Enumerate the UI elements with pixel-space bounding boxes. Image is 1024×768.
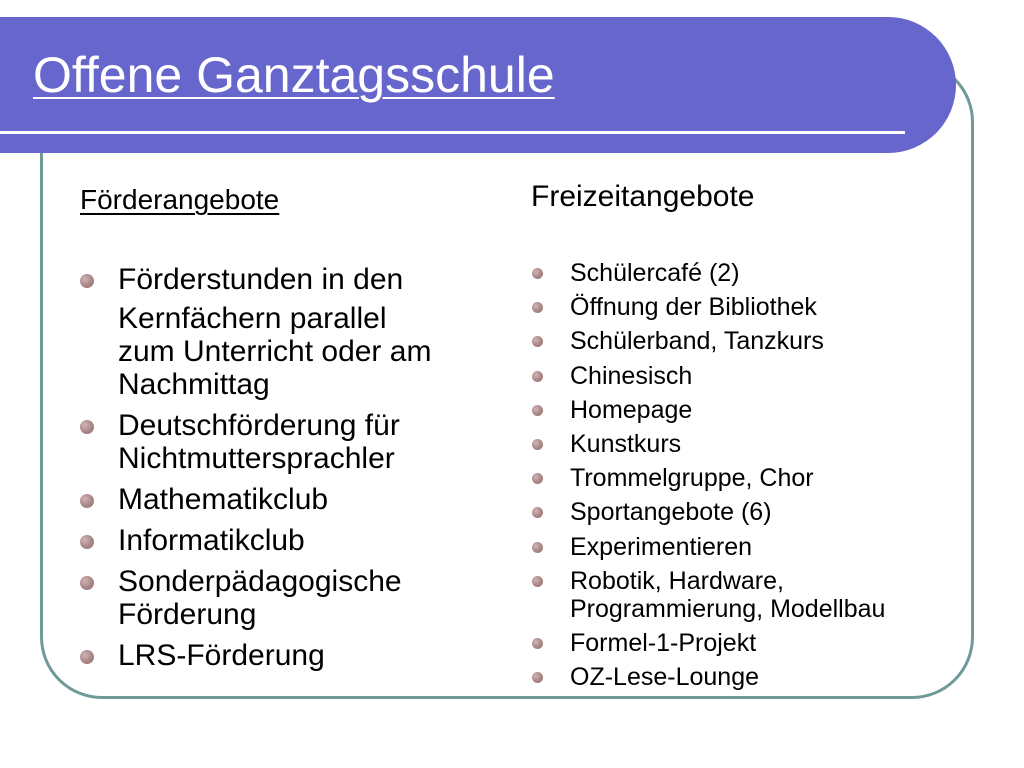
title-divider [0,131,905,134]
bullet-icon [532,672,543,683]
list-item [532,396,952,424]
list-item-text: Sportangebote (6) [570,498,772,527]
slide-title: Offene Ganztagsschule [33,47,555,103]
list-item-text: Förderstunden in den [118,263,404,296]
list-item-text: Formel-1-Projekt [570,628,757,657]
list-item [80,524,500,557]
list-item [532,430,952,458]
list-item-text: Kernfächern parallel [118,302,387,335]
bullet-icon [532,405,543,416]
bullet-icon [80,420,94,434]
list-item [532,327,952,355]
list-item-text: Schülercafé (2) [570,259,740,287]
list-item-text: Chinesisch [570,361,693,390]
list-item [532,362,952,390]
list-item [80,409,500,475]
bullet-icon [80,274,94,288]
list-item-text: Trommelgruppe, Chor [570,464,814,493]
list-item-text: Förderung [118,598,257,631]
list-item [532,464,952,492]
bullet-icon [532,371,543,382]
bullet-icon [532,439,543,450]
freizeitangebote-list [532,259,952,697]
list-item-text: Programmierung, Modellbau [570,594,886,623]
list-item-text: Mathematikclub [118,483,329,516]
list-item-text: Schülerband, Tanzkurs [570,327,824,356]
list-item-text: Homepage [570,395,693,424]
right-column-heading: Freizeitangebote [531,180,755,213]
list-item-text: Nichtmuttersprachler [118,442,395,475]
bullet-icon [80,535,94,549]
list-item [532,498,952,526]
bullet-icon [532,336,543,347]
bullet-icon [532,302,543,313]
bullet-icon [532,473,543,484]
list-item [532,629,952,657]
bullet-icon [532,542,543,553]
list-item [532,533,952,561]
left-column-heading: Förderangebote [80,184,280,215]
list-item [80,483,500,516]
bullet-icon [80,576,94,590]
bullet-icon [80,650,94,664]
list-item [532,663,952,691]
bullet-icon [532,507,543,518]
list-item [80,565,500,631]
list-item [532,259,952,287]
list-item-text: Experimentieren [570,532,753,561]
bullet-icon [532,576,543,587]
list-item [80,263,500,401]
list-item-text: Kunstkurs [570,429,682,458]
list-item [80,639,500,672]
list-item-text: LRS-Förderung [118,639,325,672]
bullet-icon [532,638,543,649]
list-item-text: Deutschförderung für [118,409,400,442]
bullet-icon [532,268,543,279]
list-item-text: Öffnung der Bibliothek [570,293,817,322]
foerderangebote-list [80,263,500,680]
list-item-text: Sonderpädagogische [118,565,402,598]
bullet-icon [80,494,94,508]
list-item [532,293,952,321]
list-item-text: Nachmittag [118,368,270,401]
list-item-text: OZ-Lese-Lounge [570,663,760,692]
list-item-text: zum Unterricht oder am [118,335,432,368]
list-item-text: Informatikclub [118,524,305,557]
list-item [532,567,952,623]
list-item-text: Robotik, Hardware, [570,566,784,595]
